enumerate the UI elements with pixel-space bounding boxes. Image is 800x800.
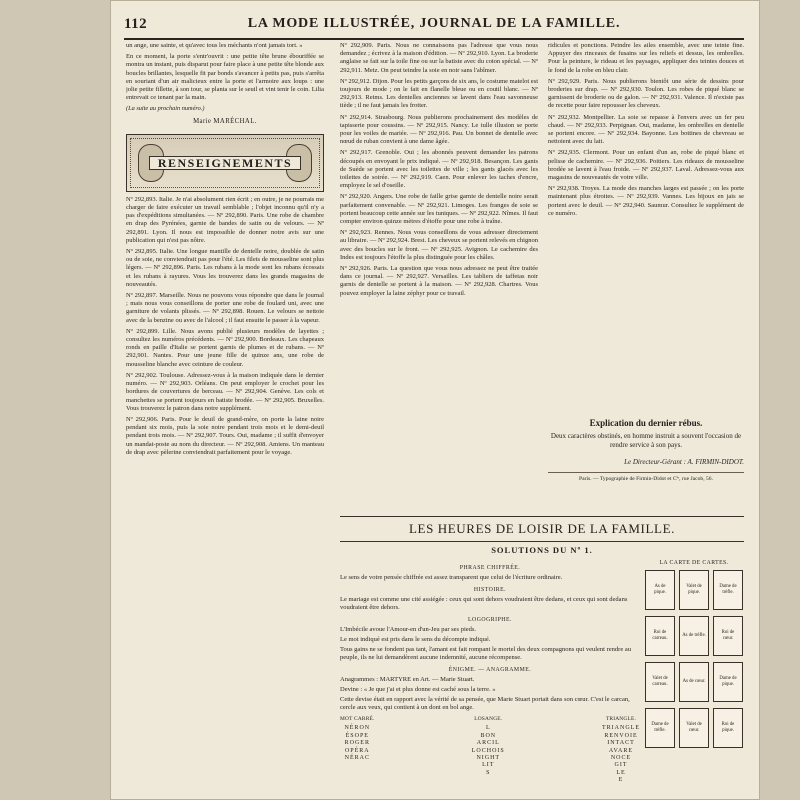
answer-entry: Nº 292,914. Strasbourg. Nous publierons prochainement des modèles de tapisserie pour coussins. — Nº 292,915. Nancy. Le tulle illusion se porte pour les voiles de mariée. — Nº 292,916. Pau. Un bonnet de dentelle avec nœud de ruban convient à une dame âgée. (340, 113, 538, 146)
solution-heading: ÉNIGME. — ANAGRAMME. (448, 667, 532, 673)
word: ÉSOPE (345, 732, 369, 739)
rebus-explanation: Deux caractères obstinés, en homme instruit a souvent l'occasion de rendre service à son pays. (550, 432, 742, 449)
story-paragraph: En ce moment, la porte s'entr'ouvrit : une petite tête brune ébouriffée se montra un instant, puis disparut pour faire place à une petite tête blonde aux boucles brillantes, lesquelle fit par bonds s'avancer à petits pas, puis s'arrêta en souriant d'un air malicieux entre la porte et l'armoire aux loups : une jolie petite fillette, à son tour, se planta sur le seuil et vint tenir le coin. Lilia entrevait ce tenant par la main. (126, 53, 324, 102)
word: LIT (482, 762, 495, 769)
section-heading: RENSEIGNEMENTS (149, 156, 301, 170)
renseignements-banner (126, 134, 324, 192)
word: LOCHOIS (471, 747, 505, 754)
page-number: 112 (124, 15, 148, 32)
solutions-text (340, 560, 640, 795)
answer-entry: Nº 292,920. Angers. Une robe de faille grise garnie de dentelle noire serait parfaitement convenable. — Nº 292,921. Limoges. Les franges de soie se portent beaucoup cette année sur les tuniques. — Nº 292,922. Nîmes. Il faut compter environ quinze mètres d'étoffe pour une robe à traîne. (340, 193, 538, 226)
word-puzzle-heading: LOSANGE. (474, 716, 503, 722)
answer-entry: Nº 292,929. Paris. Nous publierons bientôt une série de dessins pour broderies sur drap. — Nº 292,930. Toulon. Les robes de piqué blanc se garnissent de broderie ou de galon. — Nº 292,931. Valence. Il n'existe pas de recette pour faire repousser les cheveux. (548, 77, 744, 110)
answer-entry: Nº 292,926. Paris. La question que vous nous adressez ne peut être traitée dans ce journal. — Nº 292,927. Versailles. Les tabliers de taffetas noir garnis de dentelle se portent à la maison. — Nº 292,928. Chartres. Vous pouvez employer la laine zéphyr pour ce travail. (340, 265, 538, 297)
director-signature: Le Directeur-Gérant : A. FIRMIN-DIDOT. (624, 458, 744, 466)
word: LE (616, 769, 626, 776)
card-grid (642, 570, 746, 748)
story-paragraph: un ange, une sainte, et qu'avec tous les méchants n'ont jamais tort. » (126, 42, 303, 49)
solution-line: Le mariage est comme une cité assiégée : ceux qui sont dehors voudraient être dedans, et ceux qui sont dedans voudraient être dehors. (340, 596, 628, 611)
page-header (124, 10, 744, 40)
playing-card: Valet de carreau. (645, 662, 675, 702)
answer-entry: Nº 292,912. Dijon. Pour les petits garçons de six ans, le costume matelot est toujours de mode ; on le fait en flanelle bleue ou en coutil blanc. — Nº 292,913. Reims. Les dentelles anciennes se lavent dans l'eau savonneuse tiède ; il ne faut jamais les frotter. (340, 77, 538, 110)
journal-page (110, 0, 760, 800)
word: NÉRON (344, 725, 371, 732)
word-losange (472, 716, 505, 785)
answer-entry: Nº 292,902. Toulouse. Adressez-vous à la maison indiquée dans le dernier numéro. — Nº 292,903. Orléans. On peut employer le crochet pour les bordures de couvertures de berceau. — Nº 292,904. Genève. Les cols et manchettes se portent toujours en batiste brodée. — Nº 292,905. Bruxelles. Vous trouverez le patron dans notre supplément. (126, 371, 324, 412)
word: AVARE (608, 747, 634, 754)
author-byline: Marie MARÉCHAL. (193, 117, 257, 125)
rebus-title: Explication du dernier rébus. (589, 418, 703, 428)
solution-heading: HISTOIRE. (473, 587, 507, 593)
answer-entry: Nº 292,897. Marseille. Nous ne pouvons vous répondre que dans le journal ; mais nous vous conseillons de porter une robe de foulard uni, avec une garniture de volants plissés. — Nº 292,898. Rouen. Le velours se nettoie avec de la benzine ou avec de l'alcool ; il faut ensuite le passer à la vapeur. (126, 292, 324, 324)
word: ROGER (344, 740, 370, 747)
card-puzzle-heading: LA CARTE DE CARTES. (659, 560, 729, 566)
answer-entry: Nº 292,917. Grenoble. Oui ; les abonnés peuvent demander les patrons découpés en envoyant le prix indiqué. — Nº 292,918. Besançon. Les gants de Suède se portent avec les toilettes de ville ; les gants glacés avec les toilettes de soirée. — Nº 292,919. Caen. Pour enlever les taches d'encre, employez le sel d'oseille. (340, 149, 538, 190)
word: NIGHT (476, 755, 501, 762)
word-puzzle-heading: TRIANGLE. (605, 716, 637, 722)
answer-entry: Nº 292,893. Italie. Je n'ai absolument rien écrit ; en outre, je ne pourrais me charger de faire exécuter un travail semblable ; l'objet inconnu qu'il n'y a pas d'expéditions simultanées. — Nº 292,890. Paris. Une robe de chambre en drap des Pyrénées, garnie de bandes de satin ou de velours. — Nº 292,891. Lyon. Il nous est impossible de donner notre avis sur une publication qui n'est pas nôtre. (126, 195, 324, 244)
word: L (485, 725, 491, 732)
loisirs-heading: LES HEURES DE LOISIR DE LA FAMILLE. (340, 516, 744, 542)
solution-line: Le mot indiqué est pris dans le sens du décompte indiqué. (340, 636, 491, 643)
solution-line: Anagrammes : MARTYRE en Art. — Marie Stuart. (340, 676, 475, 683)
answer-entry: Nº 292,932. Montpellier. La soie se repasse à l'envers avec un fer peu chaud. — Nº 292,933. Perpignan. Oui, madame, les ombrelles en dentelle se portent encore. — Nº 292,934. Bayonne. Les bottines de chevreau se nettoient avec du lait. (548, 113, 744, 146)
word-puzzles (340, 716, 640, 785)
column-left (126, 42, 324, 800)
word: GIT (614, 762, 628, 769)
answer-entry: Nº 292,938. Troyes. La mode des manches larges est passée ; on les porte maintenant plus étroites. — Nº 292,939. Vannes. Les bijoux en jais se portent avec le deuil. — Nº 292,940. Saumur. Consultez le supplément de ce numéro. (548, 185, 744, 217)
solution-heading: LOGOGRIPHE. (468, 617, 512, 623)
word-triangle (602, 716, 640, 785)
solution-line: Devine : « Je que j'ai et plus donne est caché sous la terre. » (340, 686, 496, 693)
word: OPÉRA (344, 747, 370, 754)
playing-card: As de trèfle. (679, 616, 709, 656)
word-square (340, 716, 375, 785)
answer-entry: Nº 292,906. Paris. Pour le deuil de grand-mère, on porte la laine noire pendant six mois, puis la soie noire pendant trois mois et le demi-deuil pendant trois mois. — Nº 292,907. Tours. Oui, madame ; il suffit d'envoyer un mandat-poste au nom du directeur. — Nº 292,908. Amiens. Un manteau de drap avec pèlerine conviendrait parfaitement pour le voyage. (126, 415, 324, 456)
solutions-heading: SOLUTIONS DU Nº 1. (491, 545, 593, 555)
word: ARCIL (476, 740, 500, 747)
word-puzzle-heading: MOT CARRÉ. (340, 716, 375, 722)
answer-entry: Nº 292,895. Italie. Une longue mantille de dentelle noire, doublée de satin ou de soie, ne conviendrait pas pour l'été. Les filets de mousseline sont plus légers. — Nº 292,896. Paris. Les rubans à la mode sont les rubans écossais et les rubans à rayures. Vous les trouverez dans les grands magasins de nouveautés. (126, 248, 324, 288)
word: S (486, 769, 491, 776)
playing-card: Dame de pique. (713, 662, 743, 702)
word: RENVOIE (604, 732, 638, 739)
continuation-note: (La suite au prochain numéro.) (126, 105, 205, 113)
word: NÉRAC (344, 755, 370, 762)
word: BON (480, 732, 497, 739)
journal-title: LA MODE ILLUSTRÉE, JOURNAL DE LA FAMILLE. (247, 16, 621, 31)
printer-imprint: Paris. — Typographie de Firmin-Didot et Cⁱᵉ, rue Jacob, 56. (548, 472, 744, 482)
word: TRIANGLE (601, 725, 640, 732)
card-puzzle (642, 560, 746, 790)
playing-card: Roi de carreau. (645, 616, 675, 656)
solution-line: Cette devise était en rapport avec la vérité de sa pensée, que Marie Stuart portait dans son cœur. C'est le carcan, cercle aux veux, qui contient à un dont en bol ange. (340, 696, 630, 711)
word: E (618, 777, 624, 784)
playing-card: As de cœur. (679, 662, 709, 702)
solution-line: Le sens de votre pensée chiffrée est assez transparent que celui de l'écriture ordinaire. (340, 574, 563, 581)
solution-line: L'Imbécile avoue l'Amour-en d'un-Jeu par ses pieds. (340, 626, 477, 633)
answer-entry: ridicules et ponctions. Peindre les ailes ensemble, avec une teinte fine. Appuyer des rinceaux de fusains sur les reliefs et dessus, les ombrelles. Pour la peinture, le rideau et les paysages, appliquer des teintes douces et le fond de la robe en bleu clair. (548, 42, 744, 74)
answer-entry: Nº 292,935. Clermont. Pour un enfant d'un an, robe de piqué blanc et pelisse de cachemire. — Nº 292,936. Poitiers. Les rideaux de mousseline brodée se lavent à l'eau froide. — Nº 292,937. Laval. Adressez-vous aux magasins de nouveautés de votre ville. (548, 149, 744, 182)
word: NOCE (610, 755, 632, 762)
playing-card: Dame de trèfle. (713, 570, 743, 610)
word: INTACT (607, 740, 635, 747)
playing-card: Roi de pique. (713, 708, 743, 748)
playing-card: Dame de trèfle. (645, 708, 675, 748)
playing-card: As de pique. (645, 570, 675, 610)
answer-entry: Nº 292,923. Rennes. Nous vous conseillons de vous adresser directement au libraire. — Nº 292,924. Brest. Les cheveux se portent relevés en chignon avec des boucles sur le front. — Nº 292,925. Avignon. Le cachemire des Indes est toujours l'étoffe la plus distinguée pour les châles. (340, 229, 538, 261)
answer-entry: Nº 292,899. Lille. Nous avons publié plusieurs modèles de layettes ; consultez les numéros précédents. — Nº 292,900. Bordeaux. Les chapeaux ronds en paille d'Italie se portent garnis de plumes et de rubans. — Nº 292,901. Nantes. Pour une jeune fille de quinze ans, une robe de mousseline blanche avec ceinture de couleur. (126, 327, 324, 368)
playing-card: Valet de cœur. (679, 708, 709, 748)
column-right (548, 42, 744, 460)
playing-card: Roi de cœur. (713, 616, 743, 656)
solution-heading: PHRASE CHIFFRÉE. (459, 565, 521, 571)
solution-line: Tous gains ne se fondent pas tant, l'amant est fait rompant le mortel des deux compagnons qui veulent rendre au peuple, ils ne lui demandèrent aucune indemnité, aucune récompense. (340, 646, 631, 661)
playing-card: Valet de pique. (679, 570, 709, 610)
answer-entry: Nº 292,909. Paris. Nous ne connaissons pas l'adresse que vous nous demandez ; écrivez à la maison d'édition. — Nº 292,910. Lyon. La broderie anglaise se fait sur la toile fine ou sur la batiste avec du coton spécial. — Nº 292,911. Metz. On peut teindre la soie en noir sans l'abîmer. (340, 42, 538, 74)
